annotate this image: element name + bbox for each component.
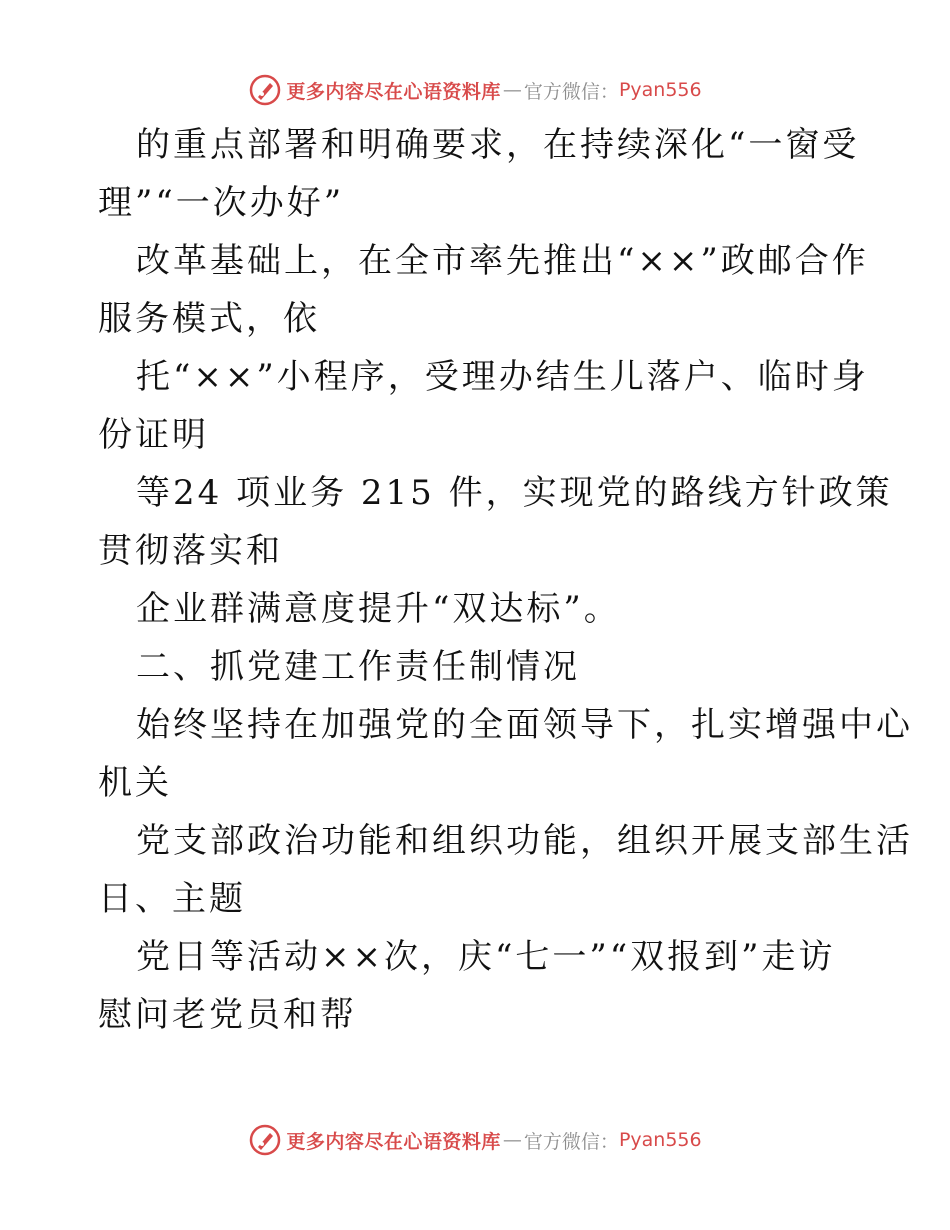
banner-wechat-id: Pyan556: [618, 79, 702, 101]
body-line: 始终坚持在加强党的全面领导下，扎实增强中心: [136, 705, 913, 745]
banner-main-text: 更多内容尽在心语资料库: [286, 80, 501, 103]
body-line: 企业群满意度提升“双达标”。: [136, 589, 621, 629]
body-line: 等24 项业务 215 件，实现党的路线方针政策: [136, 473, 893, 513]
body-line: 改革基础上，在全市率先推出“××”政邮合作: [136, 241, 869, 281]
banner-separator: —: [502, 1129, 522, 1151]
body-line: 党支部政治功能和组织功能，组织开展支部生活: [136, 821, 913, 861]
banner-wechat-id: Pyan556: [618, 1129, 702, 1151]
footer-banner: [0, 1120, 950, 1160]
body-line: 机关: [98, 763, 172, 803]
body-line: 理”“一次办好”: [98, 183, 345, 223]
banner-wechat-label: 官方微信：: [523, 80, 619, 103]
body-line: 党日等活动××次，庆“七一”“双报到”走访: [136, 937, 836, 977]
body-line: 贯彻落实和: [98, 531, 283, 571]
document-body: [98, 116, 913, 1044]
body-line: 日、主题: [98, 879, 246, 919]
header-banner: [0, 70, 950, 110]
body-line: 份证明: [98, 415, 209, 455]
banner-separator: —: [502, 79, 522, 101]
body-line: 服务模式，依: [98, 299, 320, 339]
banner-wechat-label: 官方微信：: [523, 1130, 619, 1153]
body-line: 托“××”小程序，受理办结生儿落户、临时身: [136, 357, 869, 397]
body-line: 慰问老党员和帮: [98, 995, 357, 1035]
banner-main-text: 更多内容尽在心语资料库: [286, 1130, 501, 1153]
body-line: 的重点部署和明确要求，在持续深化“一窗受: [136, 125, 860, 165]
body-line: 二、抓党建工作责任制情况: [136, 647, 580, 687]
pen-nib-logo-icon: [248, 1123, 282, 1157]
pen-nib-logo-icon: [248, 73, 282, 107]
